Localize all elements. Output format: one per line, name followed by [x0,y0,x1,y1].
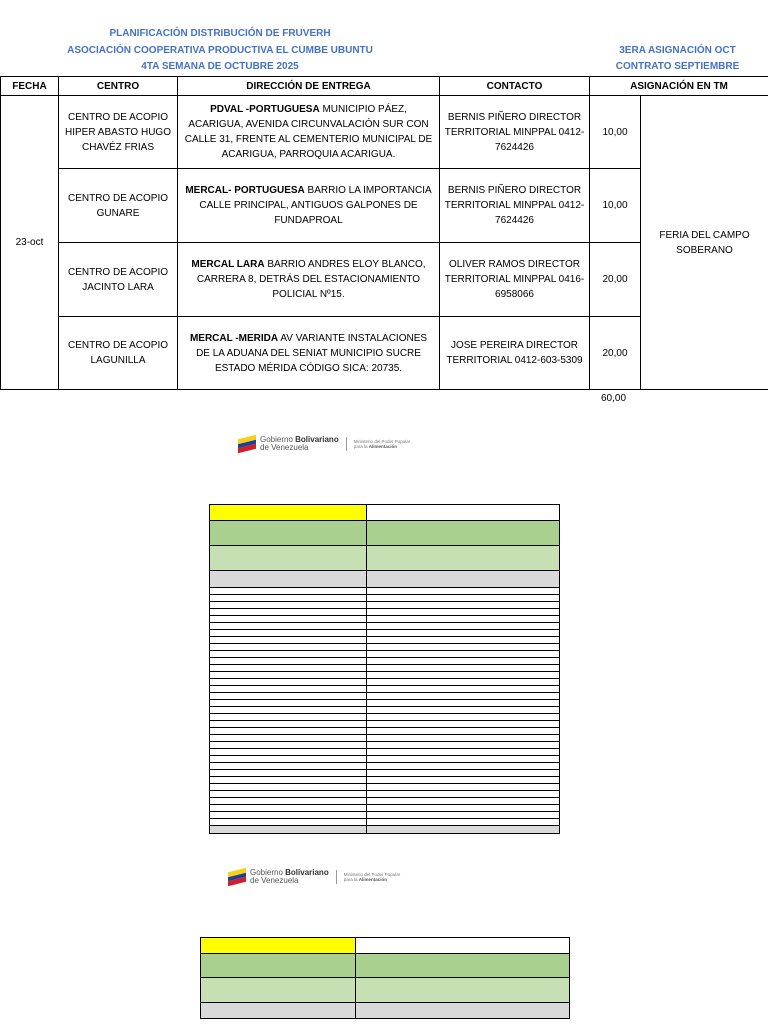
grid-row [210,521,560,546]
grid-row [210,749,560,756]
logo-ministry: Ministerio del Poder Popular para la Alimentación [353,439,411,449]
grid-cell [367,784,560,791]
grid-cell [210,749,367,756]
grid-cell [367,672,560,679]
gobierno-logo-2 [228,869,400,885]
grid-row [210,742,560,749]
asignacion-note-cell: FERIA DEL CAMPO SOBERANO [641,96,768,390]
grid-cell [210,707,367,714]
grid-row [210,602,560,609]
grid-row [210,798,560,805]
grid-cell [367,630,560,637]
grid-row [210,672,560,679]
grid-cell [210,658,367,665]
grid-cell [367,791,560,798]
direccion-text: BARRIO LA IMPORTANCIA CALLE PRINCIPAL, ANTIGUOS GALPONES DE FUNDAPROAL [199,185,432,226]
grid-cell [210,784,367,791]
direccion-cell [178,317,440,390]
grid-row [210,735,560,742]
grid-cell [210,665,367,672]
grid-cell [210,700,367,707]
logo-divider [346,437,347,451]
grid-cell [367,602,560,609]
grid-cell [367,721,560,728]
grid-cell [210,609,367,616]
grid-row [201,954,570,978]
grid-cell [201,978,356,1003]
blank-grid-1 [209,504,560,834]
grid-cell [210,756,367,763]
grid-cell [210,644,367,651]
header-right-1: 3ERA ASIGNACIÓN OCT [619,45,736,56]
grid-cell [210,812,367,819]
grid-cell [367,679,560,686]
grid-cell [210,728,367,735]
grid-cell [210,798,367,805]
grid-cell [367,644,560,651]
direccion-bold: MERCAL -MERIDA [189,332,279,344]
contacto-cell: JOSE PEREIRA DIRECTOR TERRITORIAL 0412-603-5309 [440,317,590,390]
total-value: 60,00 [601,393,627,404]
grid-row [201,1003,570,1019]
col-fecha: FECHA [1,77,59,96]
grid-row [210,721,560,728]
centro-cell: CENTRO DE ACOPIO JACINTO LARA [59,243,178,317]
table-header-row [1,77,768,96]
direccion-bold: PDVAL -PORTUGUESA [210,104,320,115]
grid-cell [367,658,560,665]
grid-cell [367,651,560,658]
grid-row [210,651,560,658]
logo-divider [336,870,337,884]
direccion-text: BARRIO ANDRES ELOY BLANCO, CARRERA 8, DETRÁS DEL ESTACIONAMIENTO POLICIAL Nº15. [196,259,426,300]
contacto-cell: BERNIS PIÑERO DIRECTOR TERRITORIAL MINPPAL 0412-7624426 [440,169,590,243]
grid-cell [367,812,560,819]
grid-cell [367,763,560,770]
grid-cell [201,938,356,954]
grid-cell [210,595,367,602]
grid-row [210,546,560,571]
grid-cell [367,546,560,571]
grid-cell [367,728,560,735]
grid-cell [367,616,560,623]
grid-cell [210,672,367,679]
grid-cell [367,707,560,714]
grid-cell [210,742,367,749]
header-title-3: 4TA SEMANA DE OCTUBRE 2025 [141,61,299,72]
date-cell: 23-oct [1,96,59,390]
grid-cell [367,798,560,805]
grid-cell [210,714,367,721]
grid-cell [367,609,560,616]
contacto-cell: OLIVER RAMOS DIRECTOR TERRITORIAL MINPPAL 0416-6958066 [440,243,590,317]
grid-row [210,777,560,784]
grid-cell [210,630,367,637]
grid-cell [210,693,367,700]
grid-cell [210,602,367,609]
grid-cell [210,735,367,742]
col-direccion: DIRECCIÓN DE ENTREGA [178,77,440,96]
grid-cell [367,686,560,693]
direccion-cell [178,243,440,317]
centro-cell: CENTRO DE ACOPIO GUNARE [59,169,178,243]
grid-cell [210,505,367,521]
grid-cell [367,826,560,834]
grid-cell [210,777,367,784]
grid-cell [367,756,560,763]
grid-row [210,756,560,763]
gobierno-logo [238,436,410,452]
grid-cell [367,595,560,602]
col-centro: CENTRO [59,77,178,96]
grid-cell [367,805,560,812]
table-row [1,96,768,169]
direccion-bold: MERCAL- PORTUGUESA [185,185,305,196]
grid-row [210,770,560,777]
grid-cell [367,571,560,588]
direccion-bold: MERCAL LARA [191,259,265,270]
grid-row [210,665,560,672]
grid-row [210,819,560,826]
grid-cell [367,505,560,521]
grid-cell [210,826,367,834]
grid-1-body [210,505,560,834]
direccion-cell [178,169,440,243]
grid-cell [210,521,367,546]
grid-cell [356,954,570,978]
grid-row [210,658,560,665]
grid-cell [201,954,356,978]
grid-row [210,805,560,812]
grid-cell [210,637,367,644]
direccion-cell [178,96,440,169]
grid-cell [210,770,367,777]
grid-2-body [201,938,570,1019]
tm-cell: 20,00 [590,317,641,390]
grid-cell [210,588,367,595]
header-right-2: CONTRATO SEPTIEMBRE [615,61,740,72]
grid-cell [367,742,560,749]
grid-cell [367,588,560,595]
grid-cell [201,1003,356,1019]
grid-cell [210,546,367,571]
centro-cell: CENTRO DE ACOPIO HIPER ABASTO HUGO CHAVÉZ FRIAS [59,96,178,169]
grid-row [210,812,560,819]
grid-cell [210,616,367,623]
grid-row [210,791,560,798]
grid-row [210,571,560,588]
grid-row [210,623,560,630]
grid-cell [367,521,560,546]
contacto-cell: BERNIS PIÑERO DIRECTOR TERRITORIAL MINPPAL 0412-7624426 [440,96,590,169]
grid-cell [367,693,560,700]
tm-cell: 10,00 [590,96,641,169]
logo-name: Gobierno Bolivariano de Venezuela [260,435,339,452]
grid-row [210,763,560,770]
venezuela-flag-icon [238,437,256,451]
grid-cell [367,819,560,826]
grid-row [210,707,560,714]
grid-row [201,978,570,1003]
tm-cell: 20,00 [590,243,641,317]
grid-row [210,637,560,644]
header-title-1: PLANIFICACIÓN DISTRIBUCIÓN DE FRUVERH [109,28,331,39]
header-title-2: ASOCIACIÓN COOPERATIVA PRODUCTIVA EL CUMBE UBUNTU [67,45,373,56]
grid-cell [210,763,367,770]
grid-cell [367,749,560,756]
tm-cell: 10,00 [590,169,641,243]
col-contacto: CONTACTO [440,77,590,96]
grid-row [210,609,560,616]
grid-cell [210,571,367,588]
grid-cell [367,637,560,644]
logo-name: Gobierno Bolivariano de Venezuela [250,868,329,885]
grid-cell [210,686,367,693]
grid-row [210,826,560,834]
blank-grid-2 [200,937,570,1019]
grid-row [210,616,560,623]
direccion-text: MUNICIPIO PÁEZ, ACARIGUA, AVENIDA CIRCUNVALACIÓN SUR CON CALLE 31, FRENTE AL CEMENTERIO MUNICIPAL DE ACARIGUA, PARROQUIA ACARIGUA. [184,104,433,160]
grid-cell [367,777,560,784]
grid-row [210,679,560,686]
grid-cell [367,665,560,672]
distribution-table [0,76,768,390]
grid-cell [210,819,367,826]
venezuela-flag-icon [228,870,246,884]
grid-row [210,728,560,735]
grid-row [210,588,560,595]
grid-row [210,644,560,651]
grid-cell [210,791,367,798]
grid-row [210,595,560,602]
grid-cell [210,623,367,630]
grid-row [210,630,560,637]
grid-cell [367,700,560,707]
grid-row [210,505,560,521]
grid-cell [210,721,367,728]
grid-row [210,686,560,693]
grid-cell [367,770,560,777]
grid-row [210,784,560,791]
grid-cell [356,1003,570,1019]
centro-cell: CENTRO DE ACOPIO LAGUNILLA [59,317,178,390]
grid-cell [367,735,560,742]
direccion-text: AV VARIANTE INSTALACIONES DE LA ADUANA DEL SENIAT MUNICIPIO SUCRE ESTADO MÉRIDA CÓDIGO SICA: 20735. [196,332,428,374]
grid-row [210,700,560,707]
grid-cell [367,623,560,630]
grid-cell [367,714,560,721]
grid-row [210,693,560,700]
grid-cell [356,978,570,1003]
logo-ministry: Ministerio del Poder Popular para la Alimentación [343,872,401,882]
col-asignacion: ASIGNACIÓN EN TM [590,77,768,96]
grid-cell [356,938,570,954]
grid-cell [210,805,367,812]
grid-cell [210,651,367,658]
grid-row [201,938,570,954]
grid-row [210,714,560,721]
grid-cell [210,679,367,686]
